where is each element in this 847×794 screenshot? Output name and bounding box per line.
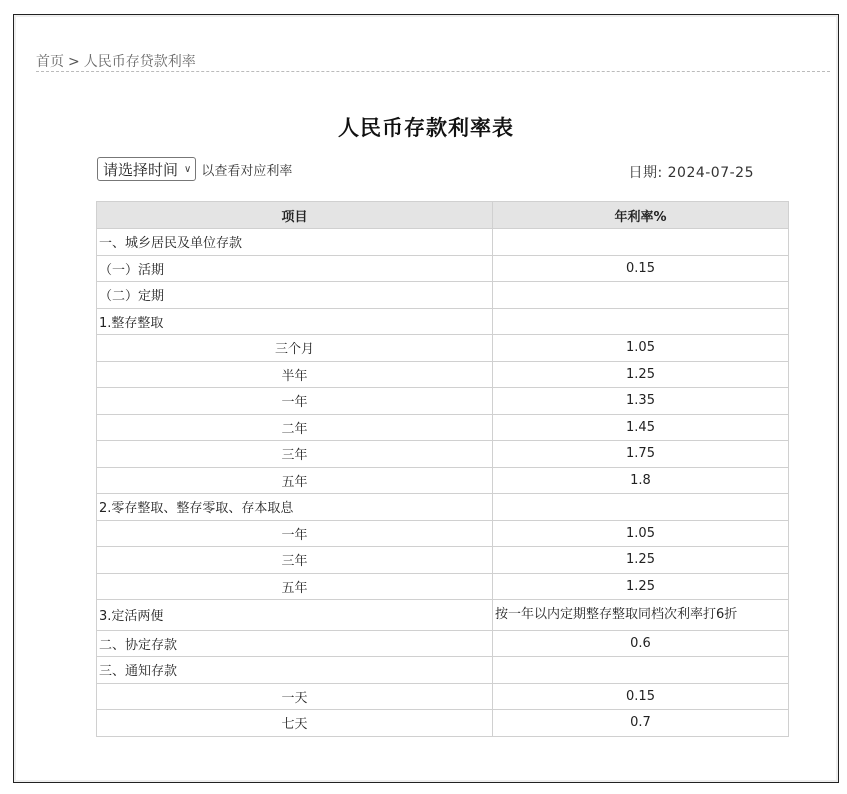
table-row xyxy=(97,600,789,631)
time-select-value: 请选择时间 xyxy=(103,160,179,179)
item-cell: 二、协定存款 xyxy=(97,630,493,657)
table-row xyxy=(97,630,789,657)
item-cell: （二）定期 xyxy=(97,282,493,309)
rate-cell: 1.75 xyxy=(493,441,789,468)
rate-cell xyxy=(493,494,789,521)
table-row xyxy=(97,573,789,600)
table-row xyxy=(97,441,789,468)
rate-cell: 1.25 xyxy=(493,547,789,574)
breadcrumb-separator: > xyxy=(68,54,80,70)
item-cell: 三、通知存款 xyxy=(97,657,493,684)
rate-cell: 1.05 xyxy=(493,335,789,362)
table-row xyxy=(97,255,789,282)
deposit-rate-table xyxy=(96,201,789,737)
breadcrumb xyxy=(36,51,196,71)
rate-cell: 0.15 xyxy=(493,683,789,710)
table-row xyxy=(97,547,789,574)
item-cell: 一年 xyxy=(97,520,493,547)
page-frame xyxy=(13,14,839,783)
table-row xyxy=(97,229,789,256)
item-cell: 七天 xyxy=(97,710,493,737)
rate-cell: 1.25 xyxy=(493,573,789,600)
table-row xyxy=(97,710,789,737)
item-cell: 三年 xyxy=(97,441,493,468)
time-filter xyxy=(97,157,292,181)
rate-cell: 1.05 xyxy=(493,520,789,547)
item-cell: 2.零存整取、整存零取、存本取息 xyxy=(97,494,493,521)
rate-cell: 0.7 xyxy=(493,710,789,737)
column-header-item: 项目 xyxy=(97,202,493,229)
item-cell: 五年 xyxy=(97,573,493,600)
item-cell: 三个月 xyxy=(97,335,493,362)
item-cell: 一天 xyxy=(97,683,493,710)
chevron-down-icon: ∨ xyxy=(184,163,192,175)
item-cell: 3.定活两便 xyxy=(97,600,493,631)
table-row xyxy=(97,335,789,362)
table-row xyxy=(97,414,789,441)
table-row xyxy=(97,467,789,494)
item-cell: （一）活期 xyxy=(97,255,493,282)
select-hint: 以查看对应利率 xyxy=(201,163,293,179)
item-cell: 五年 xyxy=(97,467,493,494)
table-header-row xyxy=(97,202,789,229)
item-cell: 1.整存整取 xyxy=(97,308,493,335)
rate-cell xyxy=(493,229,789,256)
rate-cell xyxy=(493,308,789,335)
table-row xyxy=(97,282,789,309)
rate-cell: 1.35 xyxy=(493,388,789,415)
rate-cell: 1.8 xyxy=(493,467,789,494)
page-title: 人民币存款利率表 xyxy=(338,116,514,140)
table-row xyxy=(97,308,789,335)
rate-cell xyxy=(493,657,789,684)
column-header-rate: 年利率% xyxy=(493,202,789,229)
table-row xyxy=(97,361,789,388)
rate-cell xyxy=(493,282,789,309)
breadcrumb-home-link[interactable]: 首页 xyxy=(36,54,64,70)
table-row xyxy=(97,494,789,521)
rate-cell: 1.45 xyxy=(493,414,789,441)
item-cell: 三年 xyxy=(97,547,493,574)
item-cell: 一年 xyxy=(97,388,493,415)
table-row xyxy=(97,520,789,547)
item-cell: 二年 xyxy=(97,414,493,441)
rate-cell: 1.25 xyxy=(493,361,789,388)
breadcrumb-current[interactable]: 人民币存贷款利率 xyxy=(83,54,196,70)
date-display xyxy=(628,162,754,182)
time-select[interactable] xyxy=(97,157,196,181)
item-cell: 一、城乡居民及单位存款 xyxy=(97,229,493,256)
rate-cell: 按一年以内定期整存整取同档次利率打6折 xyxy=(493,600,789,631)
table-row xyxy=(97,657,789,684)
breadcrumb-divider xyxy=(36,71,830,72)
date-value: 2024-07-25 xyxy=(667,165,754,181)
table-row xyxy=(97,388,789,415)
item-cell: 半年 xyxy=(97,361,493,388)
date-label: 日期: xyxy=(628,165,663,181)
rate-cell: 0.15 xyxy=(493,255,789,282)
table-row xyxy=(97,683,789,710)
rate-cell: 0.6 xyxy=(493,630,789,657)
